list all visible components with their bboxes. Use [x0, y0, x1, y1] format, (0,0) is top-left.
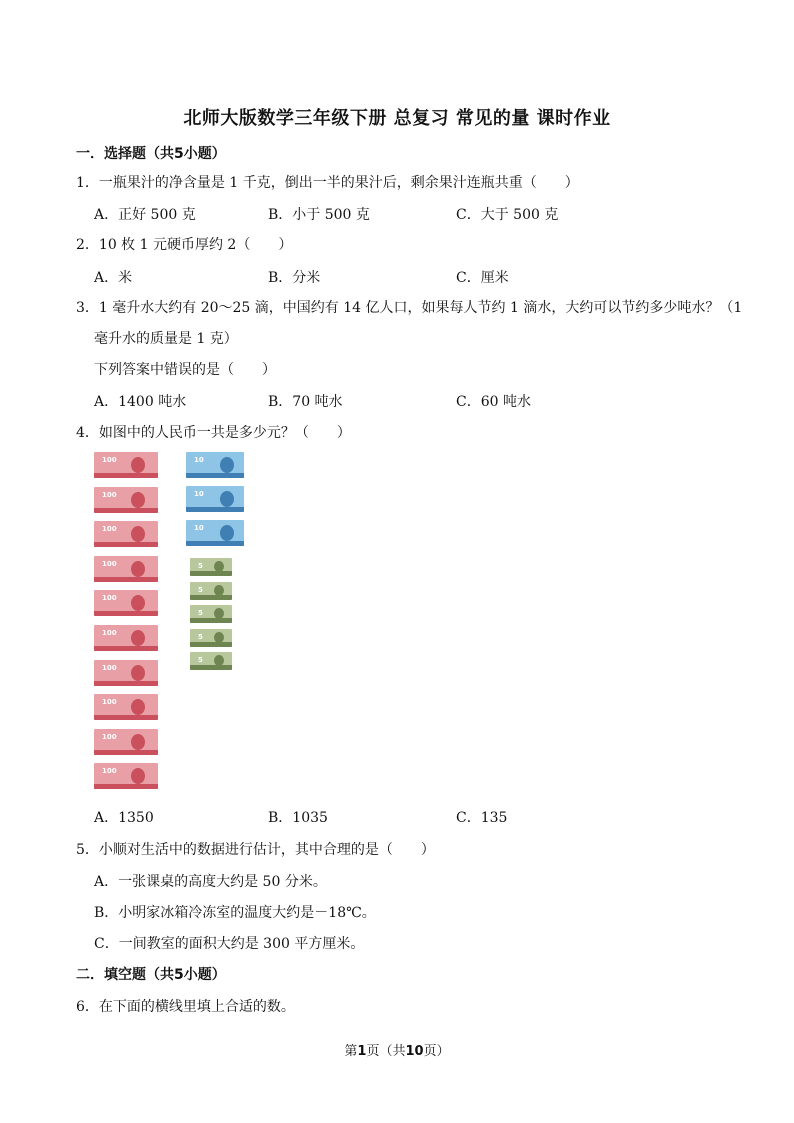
page-footer	[0, 1040, 794, 1059]
banknote-100	[94, 556, 158, 582]
banknote-5	[190, 558, 232, 576]
banknote-10	[186, 520, 244, 546]
note-band	[190, 618, 232, 623]
note-denomination: 100	[102, 663, 117, 672]
section-heading-choice: 一．选择题（共5小题）	[76, 146, 226, 162]
portrait-icon	[220, 525, 234, 541]
section-heading-fill: 二．填空题（共5小题）	[76, 967, 226, 983]
question-3-option-b: B．70 吨水	[268, 394, 343, 410]
note-band	[94, 542, 158, 547]
question-5-option-c: C．一间教室的面积大约是 300 平方厘米。	[94, 936, 365, 952]
note-denomination: 10	[194, 524, 204, 532]
banknote-100	[94, 487, 158, 513]
banknote-100	[94, 521, 158, 547]
question-5-option-b: B．小明家冰箱冷冻室的温度大约是－18℃。	[94, 905, 376, 921]
note-denomination: 100	[102, 698, 117, 707]
footer-page-number: 1	[357, 1044, 367, 1059]
note-band	[186, 507, 244, 512]
note-denomination: 100	[102, 629, 117, 637]
portrait-icon	[220, 457, 234, 473]
portrait-icon	[131, 595, 145, 611]
question-6-stem: 6．在下面的横线里填上合适的数。	[76, 999, 295, 1015]
note-denomination: 100	[102, 559, 117, 568]
note-denomination: 100	[102, 732, 117, 741]
portrait-icon	[214, 585, 224, 596]
note-band	[190, 595, 232, 600]
banknote-5	[190, 629, 232, 647]
banknote-10	[186, 452, 244, 478]
note-denomination: 5	[198, 656, 203, 664]
question-3-stem-line-1: 3．1 毫升水大约有 20～25 滴，中国约有 14 亿人口，如果每人节约 1 滴水，大约可以节约多少吨水？（1	[76, 300, 743, 316]
question-3-stem-line-2: 毫升水的质量是 1 克）	[94, 331, 238, 347]
portrait-icon	[131, 699, 145, 715]
note-denomination: 5	[198, 585, 203, 594]
footer-mid: 页（共	[366, 1044, 406, 1059]
note-band	[94, 715, 158, 720]
question-4-option-a: A．1350	[94, 810, 154, 826]
banknote-100	[94, 660, 158, 686]
note-band	[94, 784, 158, 789]
portrait-icon	[131, 665, 145, 681]
banknote-5	[190, 582, 232, 600]
note-denomination: 5	[198, 632, 203, 641]
question-1-option-b: B．小于 500 克	[268, 207, 370, 223]
note-band	[94, 508, 158, 513]
note-denomination: 100	[102, 525, 117, 534]
portrait-icon	[131, 526, 145, 542]
banknote-10	[186, 486, 244, 512]
note-denomination: 100	[102, 594, 117, 603]
note-band	[94, 611, 158, 616]
question-1-option-c: C．大于 500 克	[456, 207, 559, 223]
question-3-stem-line-3: 下列答案中错误的是（ ）	[94, 362, 276, 378]
note-band	[190, 642, 232, 647]
portrait-icon	[220, 491, 234, 507]
question-2-option-c: C．厘米	[456, 270, 509, 286]
note-band	[186, 541, 244, 546]
portrait-icon	[131, 768, 145, 784]
question-1-option-a: A．正好 500 克	[94, 207, 196, 223]
question-5-option-a: A．一张课桌的高度大约是 50 分米。	[94, 874, 327, 890]
portrait-icon	[214, 632, 224, 643]
note-denomination: 100	[102, 767, 117, 776]
note-band	[190, 665, 232, 670]
portrait-icon	[131, 492, 145, 508]
question-5-stem: 5．小顺对生活中的数据进行估计，其中合理的是（ ）	[76, 842, 435, 858]
footer-total-pages: 10	[405, 1044, 424, 1059]
note-band	[94, 473, 158, 478]
question-3-option-a: A．1400 吨水	[94, 394, 187, 410]
question-2-option-b: B．分米	[268, 270, 321, 286]
note-band	[186, 473, 244, 478]
banknote-100	[94, 763, 158, 789]
note-band	[190, 571, 232, 576]
question-1-stem: 1．一瓶果汁的净含量是 1 千克，倒出一半的果汁后，剩余果汁连瓶共重（ ）	[76, 175, 579, 191]
portrait-icon	[214, 608, 224, 619]
note-band	[94, 681, 158, 686]
portrait-icon	[214, 561, 224, 572]
question-4-stem: 4．如图中的人民币一共是多少元？（ ）	[76, 425, 351, 441]
question-2-stem: 2．10 枚 1 元硬币厚约 2（ ）	[76, 237, 293, 253]
portrait-icon	[131, 734, 145, 750]
portrait-icon	[131, 457, 145, 473]
page-title: 北师大版数学三年级下册 总复习 常见的量 课时作业	[183, 108, 611, 129]
question-3-option-c: C．60 吨水	[456, 394, 531, 410]
banknotes-figure	[94, 452, 254, 802]
banknote-5	[190, 605, 232, 623]
note-band	[94, 750, 158, 755]
portrait-icon	[131, 561, 145, 577]
banknote-100	[94, 590, 158, 616]
note-denomination: 100	[102, 490, 117, 499]
question-4-option-c: C．135	[456, 810, 508, 826]
note-denomination: 10	[194, 456, 204, 464]
footer-suffix: 页）	[423, 1044, 450, 1059]
note-band	[94, 646, 158, 651]
banknote-100	[94, 452, 158, 478]
note-band	[94, 577, 158, 582]
banknote-100	[94, 729, 158, 755]
question-4-option-b: B．1035	[268, 810, 328, 826]
banknote-100	[94, 694, 158, 720]
note-denomination: 5	[198, 562, 203, 570]
note-denomination: 5	[198, 609, 203, 617]
banknote-100	[94, 625, 158, 651]
question-2-option-a: A．米	[94, 270, 133, 286]
footer-prefix: 第	[344, 1044, 358, 1059]
portrait-icon	[131, 630, 145, 646]
banknote-5	[190, 652, 232, 670]
note-denomination: 100	[102, 456, 117, 464]
note-denomination: 10	[194, 490, 204, 498]
portrait-icon	[214, 655, 224, 666]
